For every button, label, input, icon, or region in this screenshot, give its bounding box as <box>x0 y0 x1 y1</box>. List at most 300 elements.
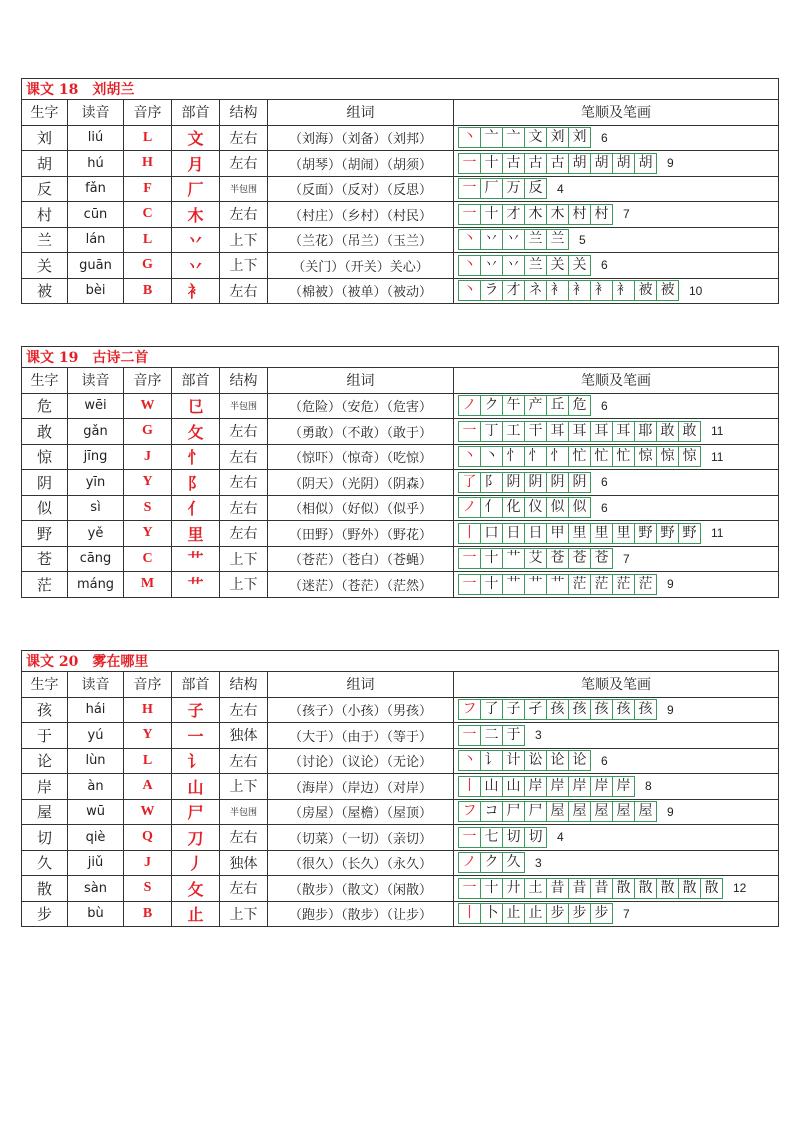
stroke-step: 一 <box>458 725 481 746</box>
stroke-step: 古 <box>524 153 547 174</box>
character: 岸 <box>22 774 68 800</box>
stroke-step: 关 <box>568 255 591 276</box>
stroke-step: 孩 <box>634 699 657 720</box>
radical: 攵 <box>172 876 220 902</box>
character-row <box>22 253 779 279</box>
lesson-table <box>21 346 779 598</box>
character-row <box>22 125 779 151</box>
stroke-step: 野 <box>678 523 701 544</box>
stroke-count: 9 <box>667 804 674 819</box>
pinyin: lán <box>68 227 124 253</box>
character-row <box>22 572 779 598</box>
stroke-count: 9 <box>667 577 674 592</box>
stroke-step: 岸 <box>524 776 547 797</box>
initial-letter: B <box>124 278 172 304</box>
initial-letter: A <box>124 774 172 800</box>
stroke-boxes <box>458 523 701 544</box>
header-order: 音序 <box>124 368 172 394</box>
lesson-number: 课文 20 <box>26 654 79 670</box>
stroke-step: 一 <box>458 574 481 595</box>
stroke-step: 艹 <box>524 574 547 595</box>
radical: 刀 <box>172 825 220 851</box>
stroke-order <box>454 253 779 279</box>
structure: 左右 <box>220 495 268 521</box>
header-structure: 结构 <box>220 100 268 126</box>
stroke-order <box>454 444 779 470</box>
stroke-step: 山 <box>502 776 525 797</box>
stroke-step: 丶 <box>458 750 481 771</box>
stroke-step: 阴 <box>568 472 591 493</box>
stroke-step: 孩 <box>546 699 569 720</box>
stroke-step: 土 <box>524 878 547 899</box>
stroke-step: 丶 <box>458 127 481 148</box>
stroke-step: 一 <box>458 204 481 225</box>
character: 兰 <box>22 227 68 253</box>
initial-letter: M <box>124 572 172 598</box>
stroke-step: 衤 <box>546 280 569 301</box>
stroke-step: 十 <box>480 204 503 225</box>
stroke-step: 步 <box>568 903 591 924</box>
word-group: （海岸）（岸边）（对岸） <box>268 774 454 800</box>
stroke-order <box>454 748 779 774</box>
stroke-step: 亻 <box>480 497 503 518</box>
initial-letter: H <box>124 697 172 723</box>
stroke-step: ノ <box>458 852 481 873</box>
stroke-step: ノ <box>458 395 481 416</box>
header-row <box>22 368 779 394</box>
stroke-step: 耶 <box>634 421 657 442</box>
character: 村 <box>22 202 68 228</box>
stroke-boxes <box>458 446 701 467</box>
stroke-step: 亠 <box>480 127 503 148</box>
stroke-step: 讼 <box>524 750 547 771</box>
stroke-step: 七 <box>480 827 503 848</box>
stroke-order <box>454 799 779 825</box>
pinyin: wū <box>68 799 124 825</box>
stroke-step: 一 <box>458 548 481 569</box>
stroke-step: 讠 <box>480 750 503 771</box>
stroke-step: 了 <box>458 472 481 493</box>
radical: 丷 <box>172 227 220 253</box>
stroke-order <box>454 876 779 902</box>
stroke-step: 岸 <box>546 776 569 797</box>
header-radical: 部首 <box>172 100 220 126</box>
stroke-step: 尸 <box>524 801 547 822</box>
stroke-step: 阴 <box>524 472 547 493</box>
word-group: （很久）（长久）（永久） <box>268 850 454 876</box>
stroke-step: 切 <box>502 827 525 848</box>
initial-letter: W <box>124 393 172 419</box>
stroke-step: 惊 <box>678 446 701 467</box>
radical: 文 <box>172 125 220 151</box>
word-group: （惊吓）（惊奇）（吃惊） <box>268 444 454 470</box>
structure: 左右 <box>220 444 268 470</box>
radical: 艹 <box>172 572 220 598</box>
initial-letter: L <box>124 227 172 253</box>
structure: 左右 <box>220 202 268 228</box>
stroke-step: 似 <box>546 497 569 518</box>
character-row <box>22 799 779 825</box>
lesson-title <box>22 651 779 672</box>
stroke-step: 十 <box>480 878 503 899</box>
stroke-step: 丶 <box>480 446 503 467</box>
header-words: 组词 <box>268 368 454 394</box>
stroke-order <box>454 419 779 445</box>
pinyin: fǎn <box>68 176 124 202</box>
pinyin: gǎn <box>68 419 124 445</box>
stroke-order <box>454 227 779 253</box>
character-row <box>22 748 779 774</box>
character: 久 <box>22 850 68 876</box>
stroke-order <box>454 850 779 876</box>
initial-letter: F <box>124 176 172 202</box>
word-group: （兰花）（吊兰）（玉兰） <box>268 227 454 253</box>
stroke-order <box>454 521 779 547</box>
structure: 左右 <box>220 748 268 774</box>
stroke-step: 了 <box>480 699 503 720</box>
stroke-order <box>454 151 779 177</box>
pinyin: jiǔ <box>68 850 124 876</box>
word-group: （勇敢）（不敢）（敢于） <box>268 419 454 445</box>
stroke-step: 惊 <box>656 446 679 467</box>
initial-letter: B <box>124 901 172 927</box>
stroke-count: 3 <box>535 855 542 870</box>
stroke-step: 胡 <box>590 153 613 174</box>
stroke-step: 十 <box>480 574 503 595</box>
stroke-step: 胡 <box>568 153 591 174</box>
stroke-step: 被 <box>656 280 679 301</box>
stroke-boxes <box>458 395 591 416</box>
character-row <box>22 202 779 228</box>
stroke-step: 兰 <box>524 229 547 250</box>
stroke-step: コ <box>480 801 503 822</box>
stroke-count: 5 <box>579 232 586 247</box>
stroke-step: 一 <box>458 421 481 442</box>
stroke-step: 里 <box>590 523 613 544</box>
structure: 左右 <box>220 876 268 902</box>
stroke-step: 忄 <box>502 446 525 467</box>
structure: 半包围 <box>220 176 268 202</box>
character: 孩 <box>22 697 68 723</box>
stroke-step: 孩 <box>568 699 591 720</box>
character-row <box>22 697 779 723</box>
lesson-title-row <box>22 79 779 100</box>
pinyin: wēi <box>68 393 124 419</box>
pinyin: lùn <box>68 748 124 774</box>
character: 于 <box>22 723 68 749</box>
stroke-step: 昔 <box>590 878 613 899</box>
pinyin: àn <box>68 774 124 800</box>
radical: 攵 <box>172 419 220 445</box>
stroke-step: 一 <box>458 153 481 174</box>
stroke-step: 刘 <box>546 127 569 148</box>
lesson-20-section <box>21 650 778 927</box>
stroke-step: 廾 <box>502 878 525 899</box>
stroke-step: 十 <box>480 548 503 569</box>
stroke-boxes <box>458 421 701 442</box>
stroke-step: 散 <box>678 878 701 899</box>
word-group: （孩子）（小孩）（男孩） <box>268 697 454 723</box>
pinyin: cūn <box>68 202 124 228</box>
stroke-order <box>454 825 779 851</box>
stroke-step: 十 <box>480 153 503 174</box>
word-group: （危险）（安危）（危害） <box>268 393 454 419</box>
structure: 上下 <box>220 253 268 279</box>
stroke-order <box>454 774 779 800</box>
header-strokes: 笔顺及笔画 <box>454 672 779 698</box>
initial-letter: G <box>124 419 172 445</box>
stroke-order <box>454 723 779 749</box>
lesson-title-row <box>22 651 779 672</box>
stroke-step: 古 <box>502 153 525 174</box>
stroke-step: 仪 <box>524 497 547 518</box>
header-char: 生字 <box>22 672 68 698</box>
character: 屋 <box>22 799 68 825</box>
character-row <box>22 901 779 927</box>
stroke-step: 忙 <box>590 446 613 467</box>
pinyin: qiè <box>68 825 124 851</box>
radical: 㔾 <box>172 393 220 419</box>
initial-letter: L <box>124 125 172 151</box>
word-group: （苍茫）（苍白）（苍蝇） <box>268 546 454 572</box>
stroke-step: 敢 <box>678 421 701 442</box>
stroke-step: 子 <box>502 699 525 720</box>
lesson-19-section <box>21 346 778 598</box>
stroke-step: 万 <box>502 178 525 199</box>
stroke-boxes <box>458 878 723 899</box>
stroke-step: 丷 <box>502 255 525 276</box>
stroke-count: 10 <box>689 283 703 298</box>
stroke-step: 耳 <box>546 421 569 442</box>
stroke-boxes <box>458 852 525 873</box>
stroke-order <box>454 125 779 151</box>
pinyin: cāng <box>68 546 124 572</box>
stroke-count: 6 <box>601 753 608 768</box>
stroke-step: 孩 <box>612 699 635 720</box>
stroke-step: 孩 <box>590 699 613 720</box>
structure: 左右 <box>220 521 268 547</box>
stroke-boxes <box>458 699 657 720</box>
radical: 厂 <box>172 176 220 202</box>
initial-letter: C <box>124 202 172 228</box>
stroke-boxes <box>458 472 591 493</box>
stroke-step: ネ <box>524 280 547 301</box>
stroke-step: 卜 <box>480 903 503 924</box>
word-group: （胡琴）（胡闹）（胡须） <box>268 151 454 177</box>
character: 刘 <box>22 125 68 151</box>
stroke-count: 6 <box>601 130 608 145</box>
stroke-order <box>454 393 779 419</box>
stroke-step: 艹 <box>546 574 569 595</box>
stroke-step: 计 <box>502 750 525 771</box>
stroke-count: 8 <box>645 779 652 794</box>
stroke-step: 干 <box>524 421 547 442</box>
character-row <box>22 151 779 177</box>
stroke-step: 屋 <box>634 801 657 822</box>
lesson-number: 课文 19 <box>26 350 79 366</box>
structure: 上下 <box>220 546 268 572</box>
character-row <box>22 176 779 202</box>
pinyin: jīng <box>68 444 124 470</box>
stroke-step: 丨 <box>458 523 481 544</box>
stroke-count: 7 <box>623 551 630 566</box>
stroke-step: 反 <box>524 178 547 199</box>
character: 关 <box>22 253 68 279</box>
stroke-step: 散 <box>656 878 679 899</box>
stroke-step: 茫 <box>634 574 657 595</box>
initial-letter: J <box>124 444 172 470</box>
stroke-step: 岸 <box>590 776 613 797</box>
header-row <box>22 672 779 698</box>
radical: 丿 <box>172 850 220 876</box>
stroke-step: 一 <box>458 878 481 899</box>
word-group: （切菜）（一切）（亲切） <box>268 825 454 851</box>
stroke-count: 11 <box>711 449 724 464</box>
stroke-step: 尸 <box>502 801 525 822</box>
character: 步 <box>22 901 68 927</box>
stroke-count: 6 <box>601 258 608 273</box>
header-radical: 部首 <box>172 368 220 394</box>
radical: 止 <box>172 901 220 927</box>
stroke-step: 丶 <box>458 446 481 467</box>
stroke-boxes <box>458 574 657 595</box>
header-words: 组词 <box>268 100 454 126</box>
pinyin: bèi <box>68 278 124 304</box>
stroke-count: 9 <box>667 156 674 171</box>
header-words: 组词 <box>268 672 454 698</box>
stroke-step: 忄 <box>524 446 547 467</box>
stroke-step: 步 <box>546 903 569 924</box>
stroke-step: 论 <box>546 750 569 771</box>
character-row <box>22 495 779 521</box>
lesson-title <box>22 347 779 368</box>
stroke-step: 孑 <box>524 699 547 720</box>
initial-letter: S <box>124 876 172 902</box>
stroke-step: 木 <box>546 204 569 225</box>
initial-letter: Y <box>124 470 172 496</box>
stroke-count: 6 <box>601 500 608 515</box>
character: 苍 <box>22 546 68 572</box>
stroke-count: 4 <box>557 181 564 196</box>
structure: 半包围 <box>220 393 268 419</box>
stroke-step: 野 <box>634 523 657 544</box>
stroke-step: 危 <box>568 395 591 416</box>
header-pinyin: 读音 <box>68 368 124 394</box>
stroke-step: 丶 <box>458 255 481 276</box>
structure: 独体 <box>220 850 268 876</box>
stroke-step: 衤 <box>612 280 635 301</box>
stroke-step: 一 <box>458 178 481 199</box>
stroke-step: フ <box>458 801 481 822</box>
stroke-step: 丨 <box>458 776 481 797</box>
stroke-step: 野 <box>656 523 679 544</box>
stroke-step: 昔 <box>546 878 569 899</box>
stroke-step: 兰 <box>546 229 569 250</box>
stroke-step: 屋 <box>546 801 569 822</box>
header-char: 生字 <box>22 368 68 394</box>
stroke-boxes <box>458 178 547 199</box>
initial-letter: W <box>124 799 172 825</box>
header-strokes: 笔顺及笔画 <box>454 368 779 394</box>
stroke-step: 工 <box>502 421 525 442</box>
header-order: 音序 <box>124 672 172 698</box>
character-row <box>22 723 779 749</box>
header-radical: 部首 <box>172 672 220 698</box>
pinyin: sì <box>68 495 124 521</box>
structure: 左右 <box>220 825 268 851</box>
word-group: （棉被）（被单）（被动） <box>268 278 454 304</box>
word-group: （迷茫）（苍茫）（茫然） <box>268 572 454 598</box>
stroke-step: フ <box>458 699 481 720</box>
stroke-step: 岸 <box>612 776 635 797</box>
character: 似 <box>22 495 68 521</box>
stroke-boxes <box>458 497 591 518</box>
stroke-step: 丘 <box>546 395 569 416</box>
stroke-step: 日 <box>502 523 525 544</box>
stroke-step: 里 <box>612 523 635 544</box>
structure: 半包围 <box>220 799 268 825</box>
stroke-order <box>454 901 779 927</box>
character: 敢 <box>22 419 68 445</box>
word-group: （反面）（反对）（反思） <box>268 176 454 202</box>
radical: 里 <box>172 521 220 547</box>
stroke-boxes <box>458 153 657 174</box>
stroke-step: 茫 <box>590 574 613 595</box>
stroke-order <box>454 470 779 496</box>
stroke-step: 胡 <box>634 153 657 174</box>
radical: 阝 <box>172 470 220 496</box>
stroke-step: 阝 <box>480 472 503 493</box>
radical: 木 <box>172 202 220 228</box>
stroke-step: 苍 <box>590 548 613 569</box>
character: 被 <box>22 278 68 304</box>
lesson-title <box>22 79 779 100</box>
stroke-order <box>454 278 779 304</box>
stroke-step: 惊 <box>634 446 657 467</box>
stroke-step: 被 <box>634 280 657 301</box>
structure: 独体 <box>220 723 268 749</box>
radical: 尸 <box>172 799 220 825</box>
stroke-count: 3 <box>535 728 542 743</box>
word-group: （阴天）（光阴）（阴森） <box>268 470 454 496</box>
structure: 左右 <box>220 697 268 723</box>
header-order: 音序 <box>124 100 172 126</box>
structure: 左右 <box>220 419 268 445</box>
structure: 上下 <box>220 774 268 800</box>
stroke-boxes <box>458 776 635 797</box>
pinyin: sàn <box>68 876 124 902</box>
stroke-step: 昔 <box>568 878 591 899</box>
pinyin: liú <box>68 125 124 151</box>
lesson-18-section <box>21 78 778 304</box>
stroke-boxes <box>458 548 613 569</box>
word-group: （房屋）（屋檐）（屋顶） <box>268 799 454 825</box>
stroke-step: 阴 <box>502 472 525 493</box>
header-structure: 结构 <box>220 672 268 698</box>
stroke-step: 茫 <box>568 574 591 595</box>
stroke-step: 耳 <box>590 421 613 442</box>
initial-letter: S <box>124 495 172 521</box>
stroke-step: 止 <box>524 903 547 924</box>
pinyin: yú <box>68 723 124 749</box>
lesson-name: 刘胡兰 <box>92 82 135 98</box>
stroke-step: 衤 <box>590 280 613 301</box>
stroke-step: 似 <box>568 497 591 518</box>
structure: 上下 <box>220 572 268 598</box>
stroke-order <box>454 495 779 521</box>
character-row <box>22 850 779 876</box>
pinyin: máng <box>68 572 124 598</box>
